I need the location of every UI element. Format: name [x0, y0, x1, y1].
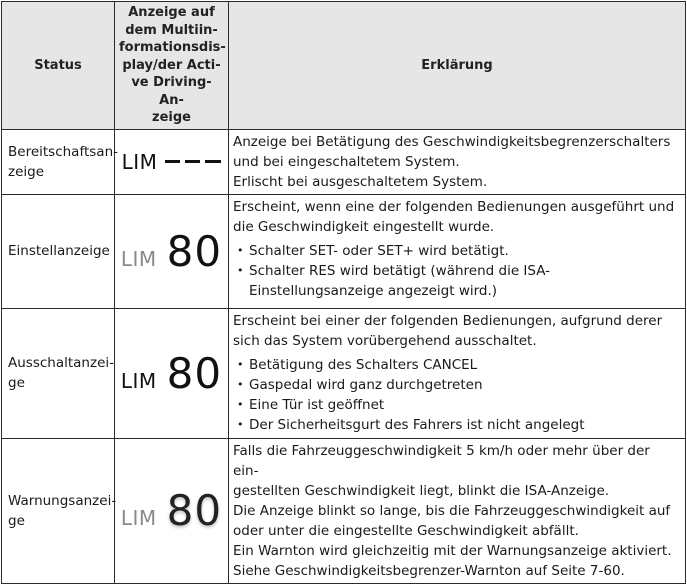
- explanation-bullets: [233, 355, 679, 435]
- lim-label: LIM: [121, 149, 158, 174]
- list-item: • Schalter SET- oder SET+ wird betätigt.: [233, 241, 679, 261]
- lim-label: LIM: [120, 506, 157, 530]
- lim-speed-value: 80: [166, 348, 223, 398]
- list-item: • Schalter RES wird betätigt (während die ISA-Einstellungsanzeige angezeigt wird.): [233, 261, 679, 301]
- lim-indicator-warning: [121, 486, 222, 535]
- explanation-line: gestellten Geschwindigkeit liegt, blinkt die ISA-Anzeige.: [233, 482, 610, 499]
- status-cell: Warnungsanzei- ge: [2, 438, 115, 583]
- lim-label: LIM: [120, 368, 157, 393]
- lim-label: LIM: [120, 246, 157, 271]
- explanation-cell: [229, 308, 686, 438]
- lim-indicator-off: [121, 349, 222, 398]
- lim-dashes: [165, 160, 221, 163]
- header-status: Status: [2, 2, 115, 130]
- lim-speed-value: 80: [166, 486, 223, 535]
- explanation-intro: Erscheint, wenn eine der folgenden Bedienungen ausgeführt und die Geschwindigkeit eingestellt wurde.: [233, 198, 675, 235]
- table-row-bereitschaft: [2, 129, 686, 194]
- explanation-line: Die Anzeige blinkt so lange, bis die Fahrzeuggeschwindigkeit auf: [233, 502, 671, 519]
- explanation-line: Siehe Geschwindigkeitsbegrenzer-Warnton auf Seite 7-60.: [233, 562, 625, 579]
- header-row: [2, 2, 686, 130]
- status-cell: Bereitschaftsan- zeige: [2, 129, 115, 194]
- explanation-intro: Erscheint bei einer der folgenden Bedienungen, aufgrund derer sich das System vorübergehend ausschaltet.: [233, 312, 663, 349]
- display-cell: [115, 194, 229, 308]
- explanation-line: und bei eingeschaltetem System.: [233, 153, 460, 170]
- display-cell: [115, 308, 229, 438]
- list-item: • Betätigung des Schalters CANCEL: [233, 355, 679, 375]
- list-item: • Eine Tür ist geöffnet: [233, 395, 679, 415]
- status-cell: Ausschaltanzei- ge: [2, 308, 115, 438]
- explanation-line: Erlischt bei ausgeschaltetem System.: [233, 173, 488, 190]
- explanation-cell: [229, 194, 686, 308]
- explanation-line: Falls die Fahrzeuggeschwindigkeit 5 km/h oder mehr über der ein-: [233, 442, 650, 479]
- lim-indicator-set: [121, 227, 222, 276]
- header-explanation: Erklärung: [229, 2, 686, 130]
- lim-indicator-standby: [122, 150, 222, 174]
- explanation-cell: [229, 129, 686, 194]
- header-display: Anzeige auf dem Multiin- formationsdis- play/der Acti- ve Driving-An- zeige: [115, 2, 229, 130]
- explanation-line: oder unter die eingestellte Geschwindigkeit abfällt.: [233, 522, 579, 539]
- explanation-line: Anzeige bei Betätigung des Geschwindigkeitsbegrenzerschalters: [233, 133, 671, 150]
- table-row-einstell: [2, 194, 686, 308]
- lim-speed-value: 80: [166, 226, 223, 276]
- explanation-line: Ein Warnton wird gleichzeitig mit der Warnungsanzeige aktiviert.: [233, 542, 672, 559]
- list-item: • Gaspedal wird ganz durchgetreten: [233, 375, 679, 395]
- list-item: • Der Sicherheitsgurt des Fahrers ist nicht angelegt: [233, 415, 679, 435]
- table-row-warnung: [2, 438, 686, 583]
- explanation-bullets: [233, 241, 679, 301]
- explanation-cell: [229, 438, 686, 583]
- display-cell: [115, 129, 229, 194]
- isa-status-table: [1, 1, 686, 584]
- display-cell: [115, 438, 229, 583]
- table-row-ausschalt: [2, 308, 686, 438]
- status-cell: Einstellanzeige: [2, 194, 115, 308]
